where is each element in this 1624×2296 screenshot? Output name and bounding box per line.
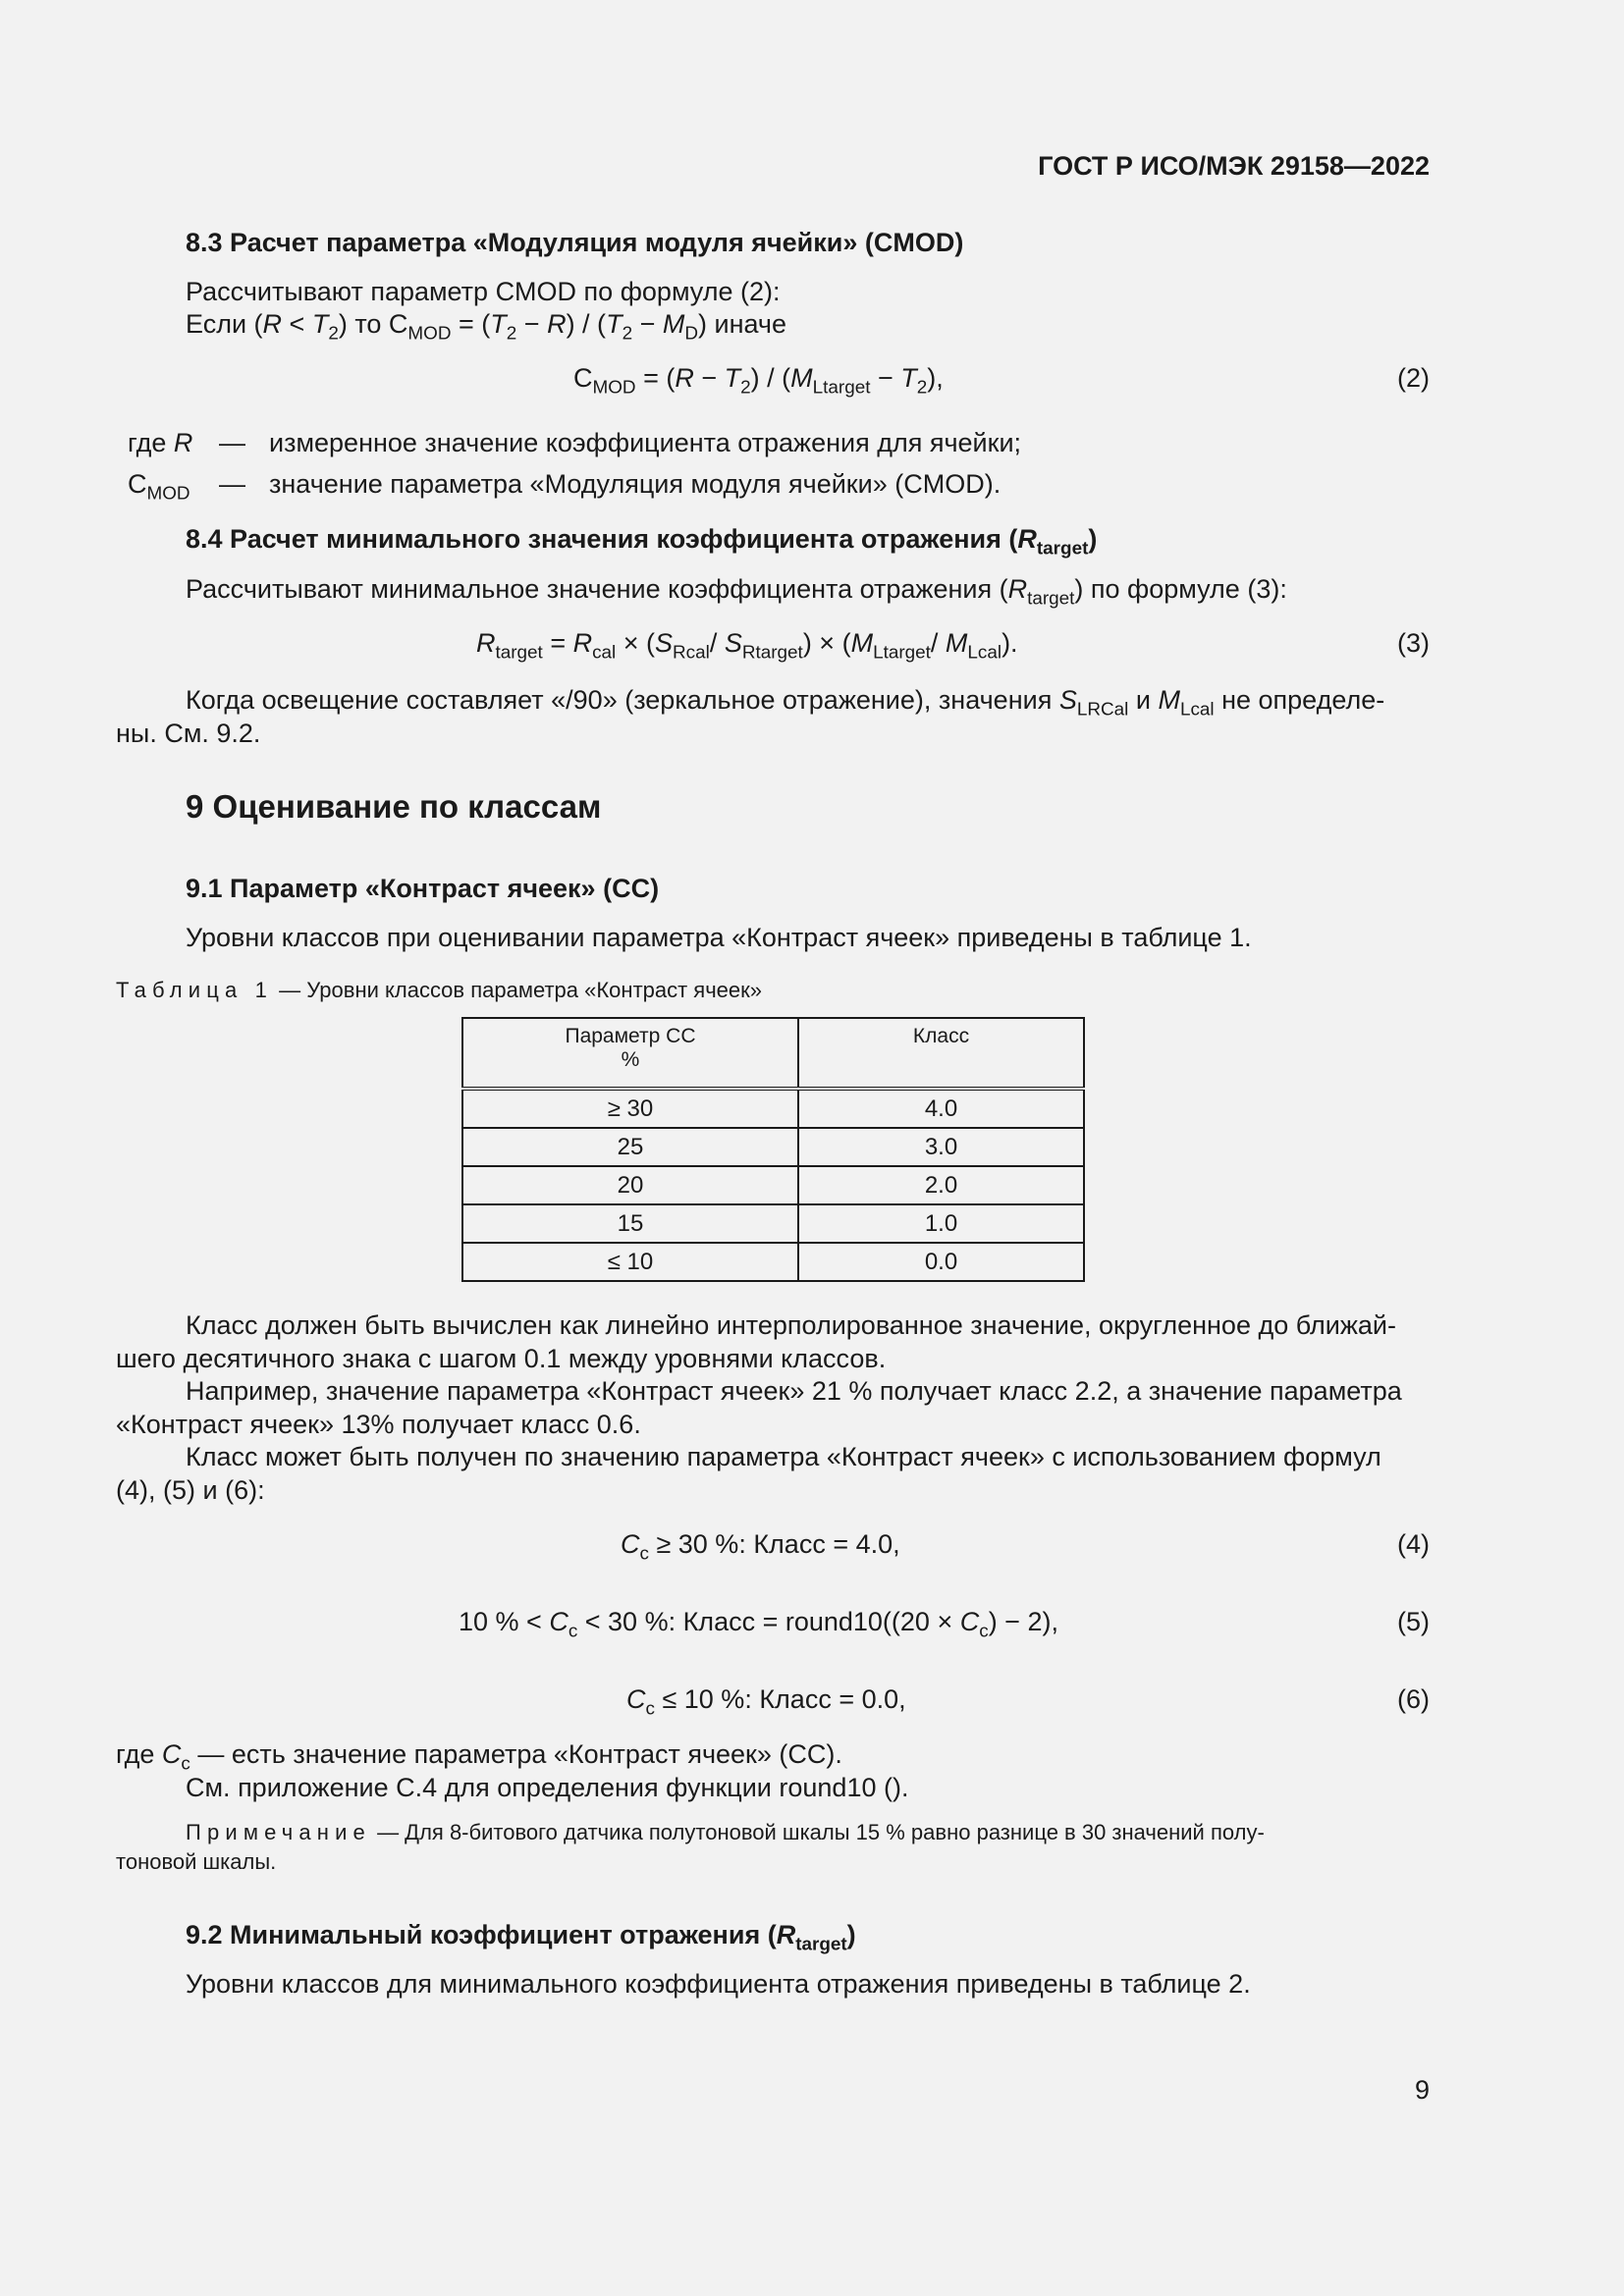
- page-number: 9: [1414, 2075, 1430, 2105]
- section-8-4-para-line1: Когда освещение составляет «/90» (зеркальное отражение), значения $S_{LRCal}$ и $M_{Lcal}$ не определе-: [186, 685, 1385, 721]
- para-formulas-line1: Класс может быть получен по значению параметра «Контраст ячеек» с использованием формул: [186, 1442, 1381, 1471]
- see-appendix: См. приложение С.4 для определения функции round10 ().: [186, 1773, 909, 1802]
- column-header-cc: Параметр CC %: [462, 1018, 798, 1089]
- formula-4-number: (4): [1397, 1529, 1430, 1559]
- para-formulas-line2: (4), (5) и (6):: [116, 1475, 265, 1505]
- formula-2-number: (2): [1397, 363, 1430, 393]
- cc-cell: ≥ 30: [462, 1089, 798, 1128]
- cc-cell: 20: [462, 1166, 798, 1204]
- grade-cell: 4.0: [798, 1089, 1084, 1128]
- formula-5-number: (5): [1397, 1607, 1430, 1636]
- cc-cell: 25: [462, 1128, 798, 1166]
- where-text-r: измеренное значение коэффициента отражения для ячейки;: [269, 428, 1022, 457]
- section-9-1-intro: Уровни классов при оценивании параметра «Контраст ячеек» приведены в таблице 1.: [186, 923, 1252, 952]
- para-example-line2: «Контраст ячеек» 13% получает класс 0.6.: [116, 1410, 641, 1439]
- where-dash-1: —: [219, 428, 245, 457]
- grade-cell: 3.0: [798, 1128, 1084, 1166]
- where-dash-2: —: [219, 469, 245, 499]
- section-8-4-para-line2: ны. См. 9.2.: [116, 719, 261, 748]
- para-interpolation-line2: шего десятичного знака с шагом 0.1 между уровнями классов.: [116, 1344, 887, 1373]
- para-example-line1: Например, значение параметра «Контраст ячеек» 21 % получает класс 2.2, а значение параметра: [186, 1376, 1402, 1406]
- table-row: [462, 1204, 1084, 1243]
- grade-cell: 0.0: [798, 1243, 1084, 1281]
- formula-2: $C_{MOD} = (R - T_2) / (M_{Ltarget} - T_2)$,: [573, 363, 944, 399]
- formula-3-number: (3): [1397, 628, 1430, 658]
- grade-cell: 1.0: [798, 1204, 1084, 1243]
- table-header-row: [462, 1018, 1084, 1089]
- where-cc: где $C_c$ — есть значение параметра «Контраст ячеек» (CC).: [116, 1739, 842, 1775]
- table-row: [462, 1128, 1084, 1166]
- section-9-1-title: 9.1 Параметр «Контраст ячеек» (CC): [186, 874, 660, 903]
- formula-3: $R_{target} = R_{cal} \times (S_{Rcal}/$ $S_{Rtarget}) \times (M_{Ltarget}/$ $M_{Lcal}$).: [476, 628, 1018, 664]
- formula-5: 10 % < $C_c < 30$ %: Класс = round10((20 × $C_c) - 2$),: [459, 1607, 1058, 1642]
- table-row: [462, 1089, 1084, 1128]
- grade-levels-table: [461, 1017, 1085, 1282]
- table-row: [462, 1243, 1084, 1281]
- formula-4: $C_c \ge 30$ %: Класс = 4.0,: [621, 1529, 900, 1565]
- where-label-r: где R: [128, 428, 193, 457]
- section-9-2-intro: Уровни классов для минимального коэффициента отражения приведены в таблице 2.: [186, 1969, 1251, 1999]
- grade-cell: 2.0: [798, 1166, 1084, 1204]
- table-row: [462, 1166, 1084, 1204]
- section-8-4-intro: Рассчитывают минимальное значение коэффициента отражения $(R_{target})$ по формуле (3):: [186, 574, 1287, 610]
- para-interpolation-line1: Класс должен быть вычислен как линейно интерполированное значение, округленное до ближай-: [186, 1310, 1396, 1340]
- column-header-grade: Класс: [798, 1018, 1084, 1089]
- note-line2: тоновой шкалы.: [116, 1849, 277, 1874]
- section-9-title: 9 Оценивание по классам: [186, 788, 602, 825]
- section-9-2-title: 9.2 Минимальный коэффициент отражения $(R_{target})$: [186, 1920, 856, 1955]
- note-line1: Примечание — Для 8-битового датчика полутоновой шкалы 15 % равно разнице в 30 значений полу-: [186, 1820, 1265, 1844]
- cmod-condition: Если $(R < T_2)$ то $C_{MOD} = (T_2 - R) / (T_2 - M_D)$ иначе: [186, 309, 787, 345]
- section-8-3-title: 8.3 Расчет параметра «Модуляция модуля ячейки» (CMOD): [186, 228, 964, 257]
- section-8-4-title: 8.4 Расчет минимального значения коэффициента отражения $(R_{target})$: [186, 524, 1098, 560]
- where-text-cmod: значение параметра «Модуляция модуля ячейки» (CMOD).: [269, 469, 1001, 499]
- cc-cell: 15: [462, 1204, 798, 1243]
- formula-6: $C_c \le 10$ %: Класс = 0.0,: [626, 1684, 906, 1720]
- section-8-3-intro: Рассчитывают параметр CMOD по формуле (2):: [186, 277, 781, 306]
- where-label-cmod: $C_{MOD}$: [128, 469, 190, 505]
- formula-6-number: (6): [1397, 1684, 1430, 1714]
- cc-cell: ≤ 10: [462, 1243, 798, 1281]
- document-id-header: ГОСТ Р ИСО/МЭК 29158—2022: [1038, 151, 1430, 181]
- table-1-caption: Таблица 1 — Уровни классов параметра «Контраст ячеек»: [116, 978, 763, 1002]
